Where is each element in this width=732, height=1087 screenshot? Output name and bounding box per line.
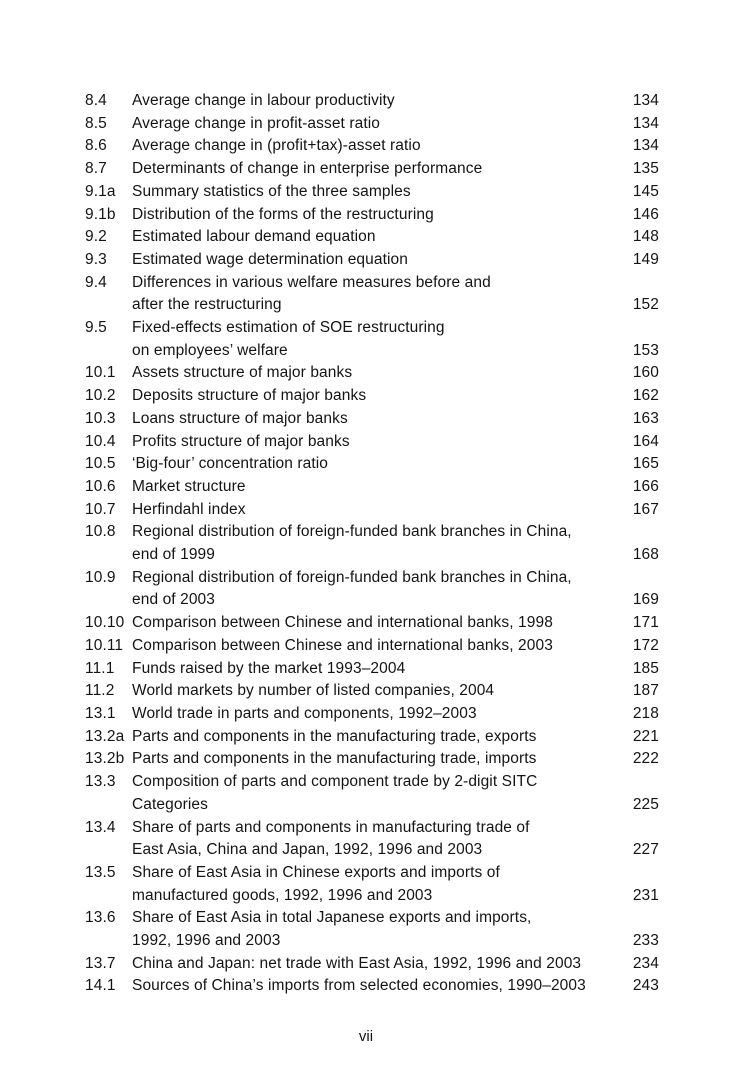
entry-title-line: Profits structure of major banks	[132, 432, 350, 450]
toc-entry	[85, 975, 659, 998]
toc-entry	[85, 567, 659, 612]
entry-title-line: Distribution of the forms of the restructuring	[132, 205, 434, 223]
entry-title	[132, 249, 631, 272]
entry-number: 11.2	[85, 682, 115, 700]
entry-page: 134	[632, 137, 659, 155]
entry-title-line: China and Japan: net trade with East Asia, 1992, 1996 and 2003	[132, 954, 582, 972]
entry-title	[132, 862, 631, 907]
entry-page: 221	[632, 727, 659, 745]
toc-entry	[85, 907, 659, 952]
entry-page: 172	[632, 636, 659, 654]
entry-number: 10.4	[85, 432, 116, 450]
toc-entry	[85, 817, 659, 862]
toc-entry	[85, 703, 659, 726]
toc-entry	[85, 204, 659, 227]
entry-title-line: Average change in profit-asset ratio	[132, 114, 381, 132]
entry-title-line: East Asia, China and Japan, 1992, 1996 and 2003	[132, 841, 483, 859]
entry-page: 134	[632, 114, 659, 132]
entry-number: 8.6	[85, 137, 107, 155]
entry-page: 153	[632, 341, 659, 359]
toc-entry	[85, 476, 659, 499]
entry-page: 162	[632, 387, 659, 405]
entry-title	[132, 703, 631, 726]
entry-page: 165	[632, 455, 659, 473]
entry-title-line: Determinants of change in enterprise performance	[132, 160, 483, 178]
entry-title	[132, 726, 631, 749]
toc-entry	[85, 113, 659, 136]
entry-number: 9.4	[85, 273, 107, 291]
entry-number: 14.1	[85, 977, 116, 995]
entry-title	[132, 499, 631, 522]
entry-title	[132, 521, 631, 566]
entry-page: 149	[632, 250, 659, 268]
entry-title-line: Estimated wage determination equation	[132, 250, 408, 268]
toc-entry	[85, 181, 659, 204]
entry-title	[132, 385, 631, 408]
entry-title	[132, 204, 631, 227]
toc-entry	[85, 249, 659, 272]
entry-title-line: Assets structure of major banks	[132, 364, 353, 382]
entry-number: 10.8	[85, 523, 116, 541]
entry-title	[132, 113, 631, 136]
toc-entry	[85, 726, 659, 749]
entry-number: 13.3	[85, 773, 116, 791]
toc-entry	[85, 499, 659, 522]
entry-title	[132, 408, 631, 431]
entry-page: 169	[632, 591, 659, 609]
entry-title-line: World trade in parts and components, 1992–2003	[132, 704, 477, 722]
entry-number: 10.5	[85, 455, 116, 473]
entry-page: 218	[632, 704, 659, 722]
entry-title-line: manufactured goods, 1992, 1996 and 2003	[132, 886, 433, 904]
entry-title	[132, 431, 631, 454]
entry-title-line: Comparison between Chinese and international banks, 1998	[132, 614, 553, 632]
entry-title-line: Loans structure of major banks	[132, 409, 348, 427]
entry-title-line: Categories	[132, 795, 208, 813]
entry-number: 8.7	[85, 160, 107, 178]
toc-entry	[85, 362, 659, 385]
entry-title-line: Differences in various welfare measures before and	[132, 273, 491, 291]
entry-title-line: Share of parts and components in manufacturing trade of	[132, 818, 530, 836]
entry-title-line: Sources of China’s imports from selected economies, 1990–2003	[132, 977, 586, 995]
entry-number: 8.4	[85, 92, 107, 109]
entry-page: 168	[632, 546, 659, 564]
entry-page: 145	[632, 182, 659, 200]
entry-title-line: on employees’ welfare	[132, 341, 288, 359]
entry-title-line: end of 1999	[132, 546, 215, 564]
entry-page: 146	[632, 205, 659, 223]
entry-title	[132, 612, 631, 635]
toc-entry	[85, 453, 659, 476]
toc-entry	[85, 612, 659, 635]
entry-title-line: Share of East Asia in Chinese exports and imports of	[132, 863, 500, 881]
entry-title-line: World markets by number of listed companies, 2004	[132, 682, 495, 700]
entry-page: 160	[632, 364, 659, 382]
entry-title	[132, 635, 631, 658]
entry-page: 171	[632, 614, 659, 632]
entry-page: 135	[632, 160, 659, 178]
entry-number: 13.1	[85, 704, 116, 722]
entry-title	[132, 567, 631, 612]
entry-title-line: Regional distribution of foreign-funded bank branches in China,	[132, 523, 572, 541]
entry-title	[132, 680, 631, 703]
toc-entry	[85, 635, 659, 658]
entry-title	[132, 90, 631, 113]
entry-number: 9.3	[85, 250, 107, 268]
toc-entry	[85, 158, 659, 181]
entry-title-line: Market structure	[132, 477, 246, 495]
entry-title	[132, 817, 631, 862]
page-footer: vii	[358, 1028, 374, 1045]
toc-entry	[85, 226, 659, 249]
entry-number: 9.1a	[85, 182, 116, 200]
toc-entry	[85, 748, 659, 771]
entry-number: 10.9	[85, 568, 116, 586]
entry-page: 243	[632, 977, 659, 995]
entry-title	[132, 317, 631, 362]
toc-entry	[85, 521, 659, 566]
entry-title	[132, 907, 631, 952]
entry-title-line: Herfindahl index	[132, 500, 246, 518]
toc-entry	[85, 272, 659, 317]
entry-page: 227	[632, 841, 659, 859]
entry-title	[132, 975, 631, 998]
toc-entry	[85, 317, 659, 362]
entry-number: 13.2b	[85, 750, 125, 768]
entry-number: 13.4	[85, 818, 116, 836]
entry-title-line: Comparison between Chinese and international banks, 2003	[132, 636, 553, 654]
entry-page: 225	[632, 795, 659, 813]
toc-entry	[85, 431, 659, 454]
entry-title	[132, 953, 631, 976]
toc-entry	[85, 862, 659, 907]
toc-entry	[85, 953, 659, 976]
toc-list	[85, 90, 659, 998]
entry-title-line: 1992, 1996 and 2003	[132, 932, 281, 950]
entry-number: 8.5	[85, 114, 107, 132]
entry-title	[132, 771, 631, 816]
toc-entry	[85, 408, 659, 431]
entry-title-line: Estimated labour demand equation	[132, 228, 376, 246]
entry-title-line: Average change in labour productivity	[132, 92, 395, 109]
entry-number: 13.2a	[85, 727, 125, 745]
entry-number: 13.6	[85, 909, 116, 927]
entry-title-line: Parts and components in the manufacturing trade, imports	[132, 750, 537, 768]
entry-title	[132, 658, 631, 681]
entry-title-line: Summary statistics of the three samples	[132, 182, 411, 200]
entry-number: 10.6	[85, 477, 116, 495]
entry-title-line: after the restructuring	[132, 296, 282, 314]
entry-number: 10.1	[85, 364, 116, 382]
toc-entry	[85, 771, 659, 816]
entry-page: 152	[632, 296, 659, 314]
entry-title	[132, 135, 631, 158]
entry-title	[132, 272, 631, 317]
entry-page: 134	[632, 92, 659, 109]
entry-number: 10.10	[85, 614, 125, 632]
entry-number: 9.1b	[85, 205, 116, 223]
entry-page: 234	[632, 954, 659, 972]
toc-entry	[85, 90, 659, 113]
entry-page: 233	[632, 932, 659, 950]
entry-page: 231	[632, 886, 659, 904]
entry-title-line: Deposits structure of major banks	[132, 387, 367, 405]
entry-title	[132, 362, 631, 385]
entry-title	[132, 226, 631, 249]
entry-title	[132, 748, 631, 771]
entry-page: 148	[632, 228, 659, 246]
entry-number: 10.2	[85, 387, 116, 405]
entry-number: 13.5	[85, 863, 116, 881]
entry-page: 164	[632, 432, 659, 450]
entry-number: 10.11	[85, 636, 124, 654]
entry-number: 10.3	[85, 409, 116, 427]
entry-title-line: ‘Big-four’ concentration ratio	[132, 455, 328, 473]
entry-title-line: end of 2003	[132, 591, 215, 609]
entry-title	[132, 158, 631, 181]
entry-number: 13.7	[85, 954, 116, 972]
entry-title-line: Composition of parts and component trade by 2-digit SITC	[132, 773, 538, 791]
entry-page: 222	[632, 750, 659, 768]
entry-title	[132, 476, 631, 499]
entry-page: 167	[632, 500, 659, 518]
entry-title	[132, 181, 631, 204]
entry-number: 10.7	[85, 500, 116, 518]
entry-title-line: Average change in (profit+tax)-asset ratio	[132, 137, 421, 155]
entry-page: 185	[632, 659, 659, 677]
toc-entry	[85, 135, 659, 158]
entry-number: 9.5	[85, 319, 107, 337]
entry-title-line: Share of East Asia in total Japanese exports and imports,	[132, 909, 532, 927]
entry-title	[132, 453, 631, 476]
entry-page: 163	[632, 409, 659, 427]
entry-number: 11.1	[85, 659, 115, 677]
toc-entry	[85, 385, 659, 408]
entry-title-line: Regional distribution of foreign-funded bank branches in China,	[132, 568, 572, 586]
toc-entry	[85, 658, 659, 681]
toc-entry	[85, 680, 659, 703]
entry-number: 9.2	[85, 228, 107, 246]
entry-page: 166	[632, 477, 659, 495]
entry-title-line: Fixed-effects estimation of SOE restructuring	[132, 319, 445, 337]
entry-title-line: Parts and components in the manufacturing trade, exports	[132, 727, 537, 745]
entry-title-line: Funds raised by the market 1993–2004	[132, 659, 406, 677]
entry-page: 187	[632, 682, 659, 700]
